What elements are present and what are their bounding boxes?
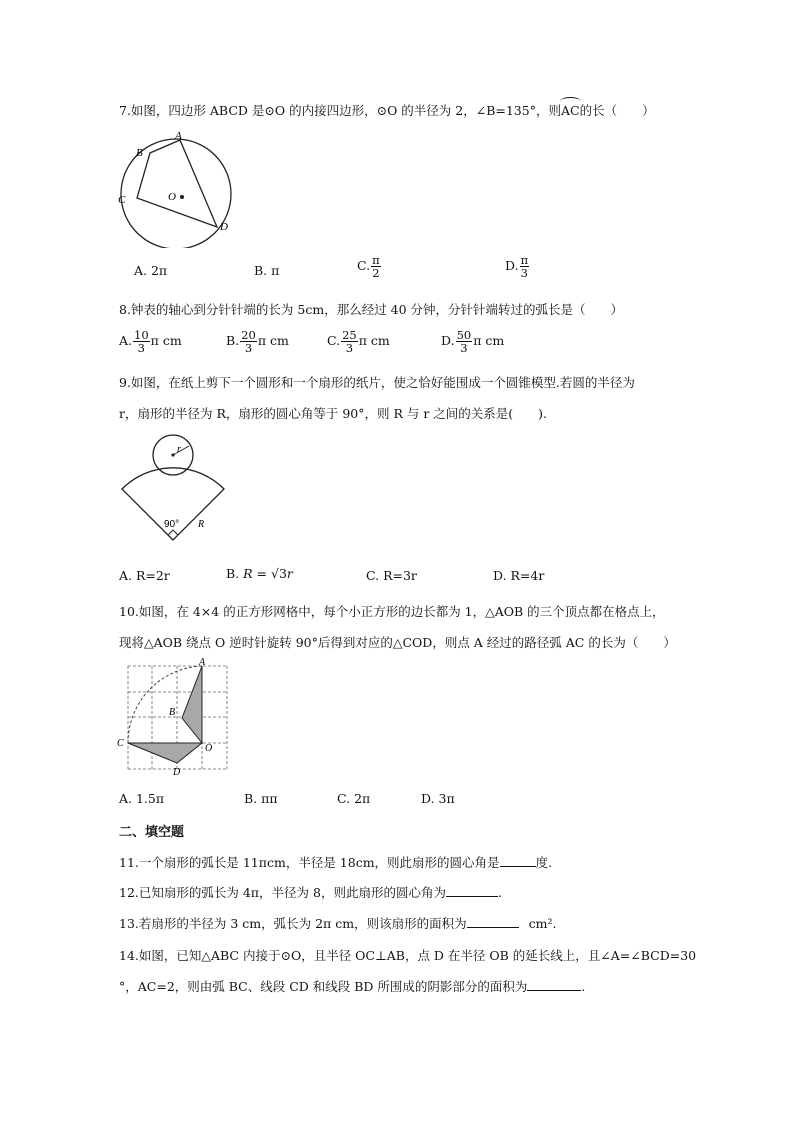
q14-stem-line1: 14.如图，已知△ABC 内接于⊙O，且半径 OC⊥AB，点 D 在半径 OB 的延长线上，且∠A=∠BCD=30 <box>119 948 697 963</box>
q13-text: 13.若扇形的半径为 3 cm，弧长为 2π cm，则该扇形的面积为 cm². <box>119 916 557 931</box>
q8-stem: 8.钟表的轴心到分针针端的长为 5cm，那么经过 40 分钟，分针针端转过的弧长是（ ） <box>119 302 624 317</box>
q7-label-o: O <box>168 191 176 203</box>
q7-option-b[interactable]: B. π <box>254 263 280 278</box>
q8-option-b-fraction: $\frac{20}{3}$ <box>241 328 256 356</box>
q7-option-a[interactable]: A. 2π <box>134 263 168 278</box>
q10-stem-line1: 10.如图，在 4×4 的正方形网格中，每个小正方形的边长都为 1，△AOB 的三个顶点都在格点上， <box>119 604 665 619</box>
q8-option-a[interactable]: A. $\frac{10}{3}$ π cm <box>119 328 182 356</box>
q8-option-d[interactable]: D. $\frac{50}{3}$ π cm <box>441 328 505 356</box>
q9-option-a[interactable]: A. R=2r <box>119 568 170 583</box>
q10-option-c[interactable]: C. 2π <box>337 791 371 806</box>
q7-label-c: C <box>118 194 126 206</box>
q8-option-d-fraction: $\frac{50}{3}$ <box>456 328 472 356</box>
q10-option-a[interactable]: A. 1.5π <box>119 791 165 806</box>
q7-option-d[interactable]: D. $\frac{\pi}{3}$ <box>505 253 529 281</box>
q9-option-d[interactable]: D. R=4r <box>493 568 545 583</box>
q10-stem-line2: 现将△AOB 绕点 O 逆时针旋转 90°后得到对应的△COD，则点 A 经过的路径弧 AC 的长为（ ） <box>119 635 676 650</box>
q7-label-b: B <box>136 147 143 159</box>
q8-option-b[interactable]: B. $\frac{20}{3}$ π cm <box>226 328 289 356</box>
q8-option-c-fraction: $\frac{25}{3}$ <box>342 328 357 356</box>
q11-text: 11.一个扇形的弧长是 11πcm，半径是 18cm，则此扇形的圆心角是 度. <box>119 855 553 870</box>
q10-label-b: B <box>169 707 176 718</box>
q10-option-b[interactable]: B. ππ <box>244 791 278 806</box>
q10-figure <box>116 656 232 778</box>
q7-option-d-fraction: $\frac{\pi}{3}$ <box>520 253 529 281</box>
q9-label-angle: 90° <box>164 519 180 530</box>
q10-label-a: A <box>199 657 206 668</box>
q9-stem-line2: r，扇形的半径为 R，扇形的圆心角等于 90°，则 R 与 r 之间的关系是( ). <box>119 406 547 421</box>
q11-answer-blank[interactable] <box>500 866 536 867</box>
q14-stem-line2: °，AC=2，则由弧 BC、线段 CD 和线段 BD 所围成的阴影部分的面积为 . <box>119 979 586 994</box>
q7-option-c[interactable]: C. $\frac{\pi}{2}$ <box>357 253 380 281</box>
arc-ac-symbol: AC <box>560 103 580 118</box>
section-title-fill-in: 二、填空题 <box>119 825 185 840</box>
q10-label-c: C <box>117 738 124 749</box>
q10-option-d[interactable]: D. 3π <box>421 791 455 806</box>
q9-option-c[interactable]: C. R=3r <box>366 568 417 583</box>
q10-label-o: O <box>205 743 213 754</box>
q9-label-R: R <box>198 519 205 530</box>
q8-option-a-fraction: $\frac{10}{3}$ <box>134 328 149 356</box>
q7-stem: 7.如图，四边形 ABCD 是⊙O 的内接四边形，⊙O 的半径为 2，∠B=135°，则AC的长（ ） <box>119 103 655 118</box>
q7-label-a: A <box>175 130 182 142</box>
q7-label-d: D <box>220 221 228 233</box>
q12-answer-blank[interactable] <box>446 896 498 897</box>
q9-stem-line1: 9.如图，在纸上剪下一个圆形和一个扇形的纸片，使之恰好能围成一个圆锥模型.若圆的半径为 <box>119 375 635 390</box>
sqrt-symbol: √3 <box>271 566 287 581</box>
q9-figure <box>118 434 228 546</box>
q7-option-c-fraction: $\frac{\pi}{2}$ <box>372 253 380 281</box>
q9-label-r: r <box>177 444 181 455</box>
q7-figure <box>116 130 240 248</box>
q10-label-d: D <box>173 767 181 778</box>
q12-text: 12.已知扇形的弧长为 4π，半径为 8，则此扇形的圆心角为 . <box>119 885 502 900</box>
q8-option-c[interactable]: C. $\frac{25}{3}$ π cm <box>327 328 390 356</box>
q14-answer-blank[interactable] <box>527 990 581 991</box>
q9-option-b[interactable]: B. R = √3r <box>226 566 293 581</box>
q13-answer-blank[interactable] <box>467 927 519 928</box>
